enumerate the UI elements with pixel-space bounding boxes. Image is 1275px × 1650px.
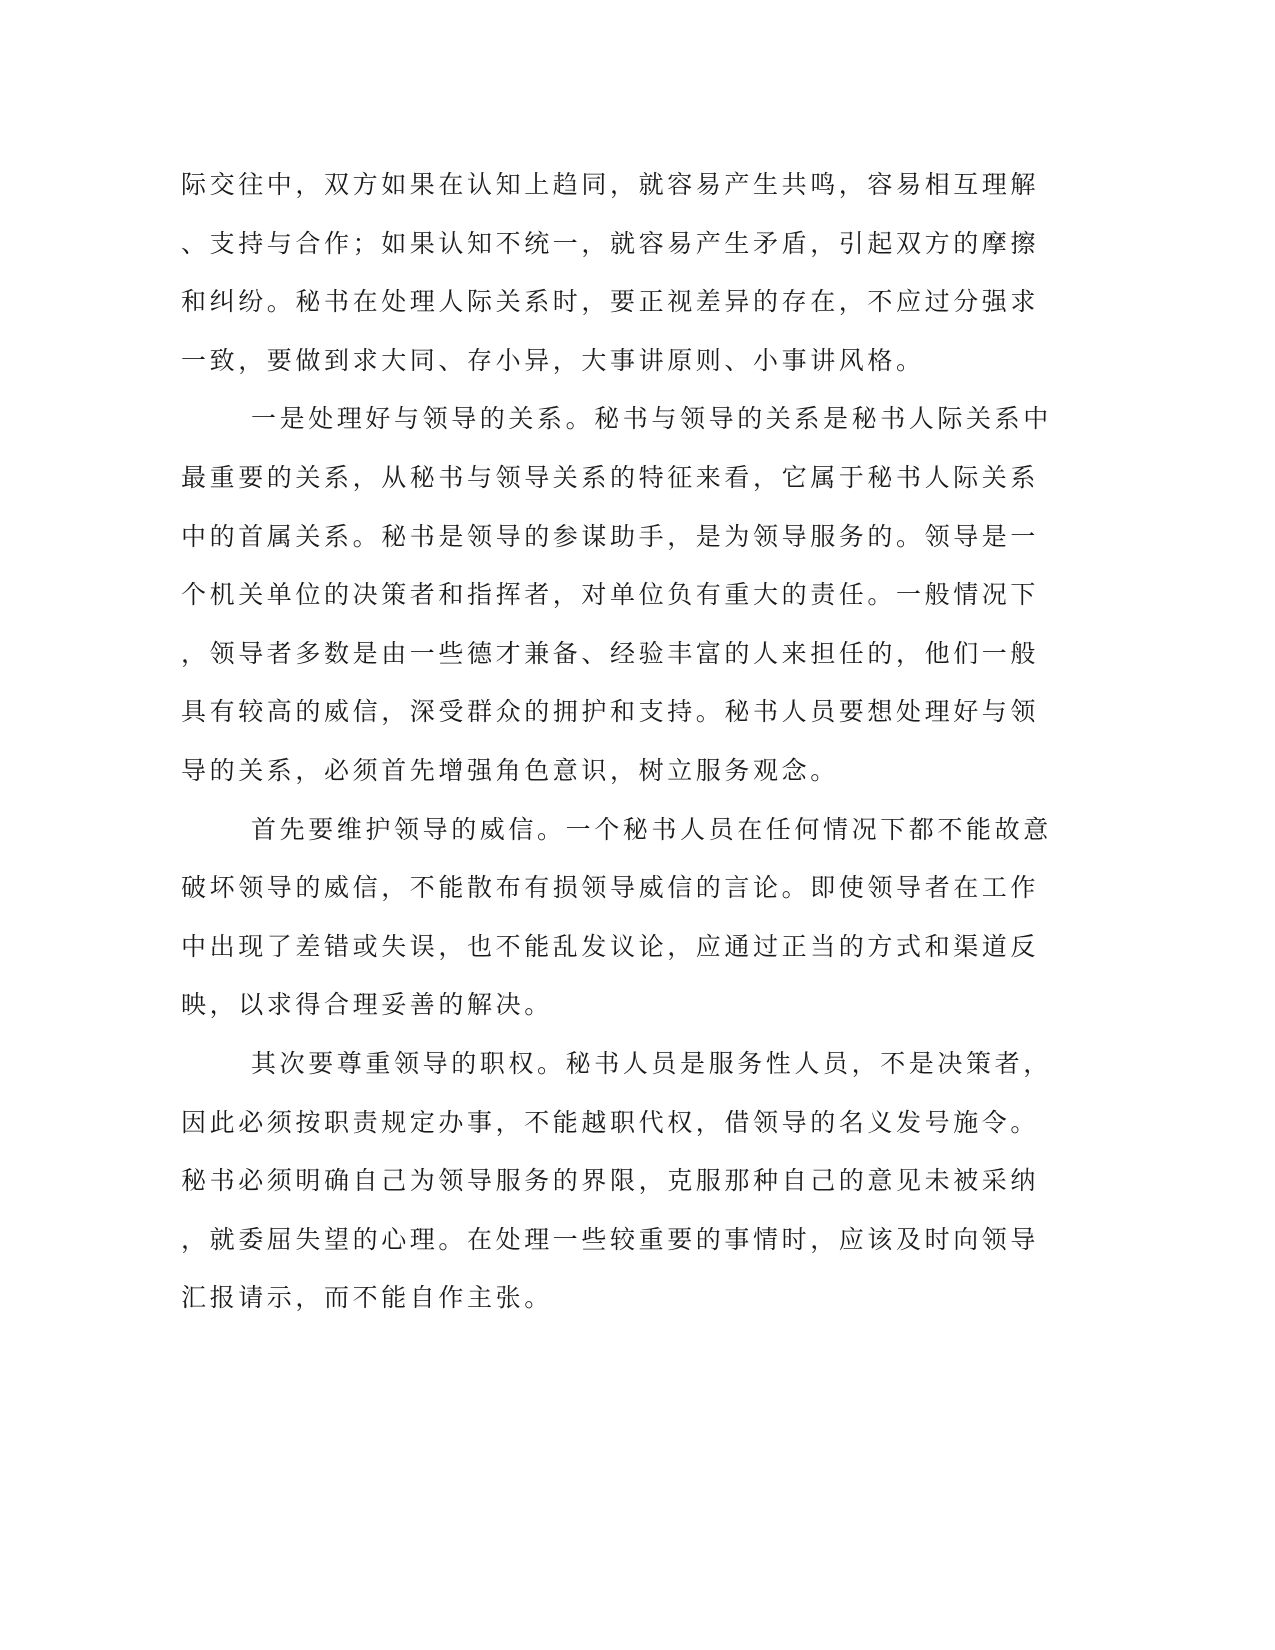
text-line: 具有较高的威信，深受群众的拥护和支持。秘书人员要想处理好与领 bbox=[181, 697, 1040, 727]
text-line: 、支持与合作；如果认知不统一，就容易产生矛盾，引起双方的摩擦 bbox=[181, 228, 1040, 258]
paragraph-first-line: 其次要尊重领导的职权。秘书人员是服务性人员，不是决策者， bbox=[251, 1048, 1052, 1078]
text-line: 际交往中，双方如果在认知上趋同，就容易产生共鸣，容易相互理解 bbox=[181, 170, 1040, 199]
text-line: 导的关系，必须首先增强角色意识，树立服务观念。 bbox=[181, 755, 839, 785]
text-line: ，就委屈失望的心理。在处理一些较重要的事情时，应该及时向领导 bbox=[181, 1224, 1040, 1254]
text-line: 秘书必须明确自己为领导服务的界限，克服那种自己的意见未被采纳 bbox=[181, 1166, 1040, 1196]
text-line: ，领导者多数是由一些德才兼备、经验丰富的人来担任的，他们一般 bbox=[181, 638, 1040, 668]
document-body bbox=[181, 156, 1052, 1328]
text-line: 映，以求得合理妥善的解决。 bbox=[181, 990, 553, 1020]
text-line: 最重要的关系，从秘书与领导关系的特征来看，它属于秘书人际关系 bbox=[181, 462, 1040, 492]
text-line: 破坏领导的威信，不能散布有损领导威信的言论。即使领导者在工作 bbox=[181, 873, 1040, 903]
text-line: 个机关单位的决策者和指挥者，对单位负有重大的责任。一般情况下 bbox=[181, 580, 1040, 610]
text-line: 和纠纷。秘书在处理人际关系时，要正视差异的存在，不应过分强求 bbox=[181, 287, 1040, 317]
paragraph-first-line: 首先要维护领导的威信。一个秘书人员在任何情况下都不能故意 bbox=[251, 814, 1052, 844]
text-line: 汇报请示，而不能自作主张。 bbox=[181, 1283, 553, 1313]
text-line: 中出现了差错或失误，也不能乱发议论，应通过正当的方式和渠道反 bbox=[181, 931, 1040, 961]
paragraph-first-line: 一是处理好与领导的关系。秘书与领导的关系是秘书人际关系中 bbox=[251, 404, 1052, 434]
text-line: 一致，要做到求大同、存小异，大事讲原则、小事讲风格。 bbox=[181, 345, 925, 375]
text-line: 因此必须按职责规定办事，不能越职代权，借领导的名义发号施令。 bbox=[181, 1107, 1040, 1137]
text-line: 中的首属关系。秘书是领导的参谋助手，是为领导服务的。领导是一 bbox=[181, 521, 1040, 551]
